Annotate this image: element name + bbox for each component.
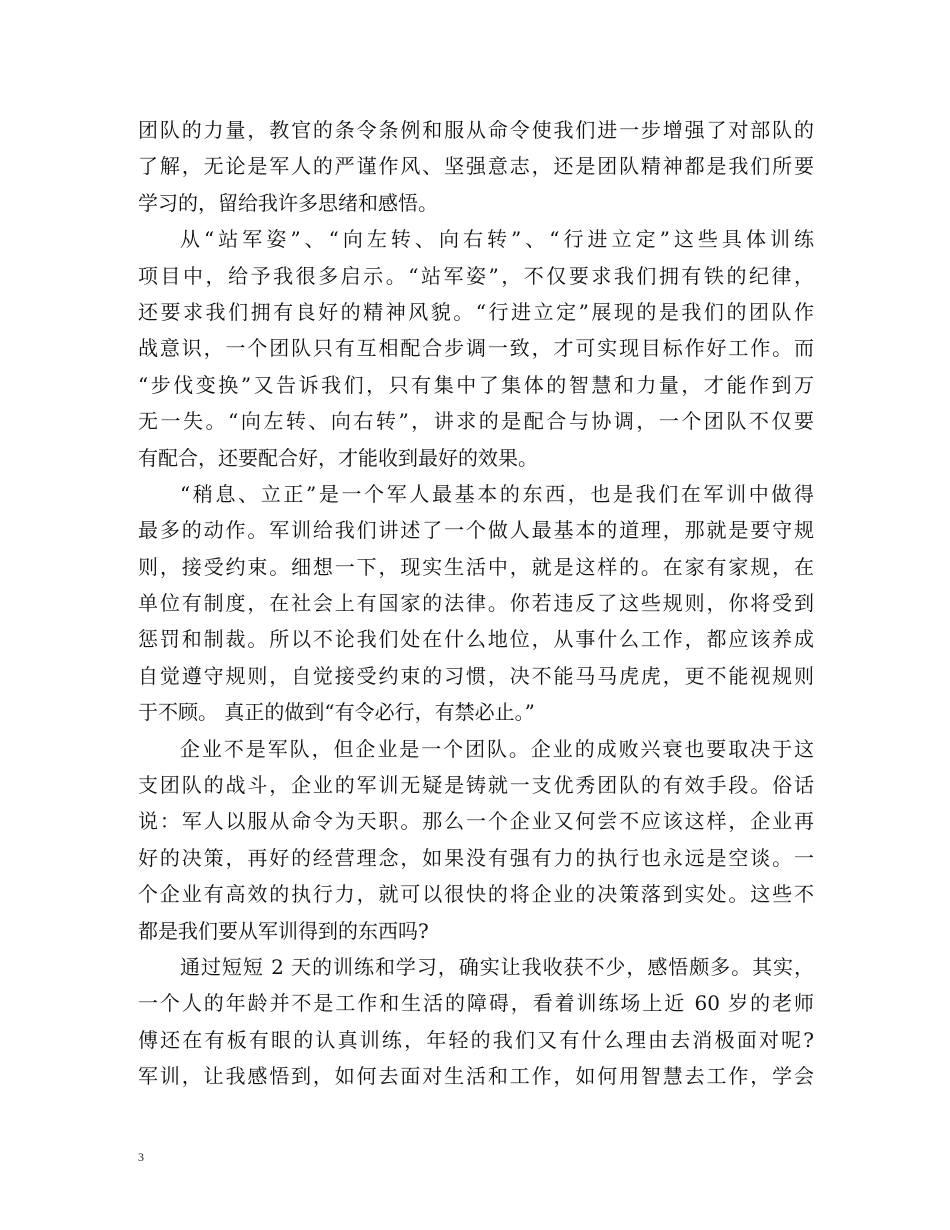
text-line: 军训，让我感悟到，如何去面对生活和工作，如何用智慧去工作，学会 xyxy=(138,1064,814,1089)
text-line: 项目中，给予我很多启示。“站军姿”，不仅要求我们拥有铁的纪律， xyxy=(138,263,814,288)
text-line: 最多的动作。军训给我们讲述了一个做人最基本的道理，那就是要守规 xyxy=(138,518,814,543)
text-line: “步伐变换”又告诉我们，只有集中了集体的智慧和力量，才能作到万 xyxy=(138,372,814,397)
text-line: 单位有制度，在社会上有国家的法律。你若违反了这些规则，你将受到 xyxy=(138,591,814,616)
text-line: 有配合，还要配合好，才能收到最好的效果。 xyxy=(138,445,538,470)
text-line: 从“站军姿”、“向左转、向右转”、“行进立定”这些具体训练 xyxy=(180,227,814,252)
text-line: 个企业有高效的执行力，就可以很快的将企业的决策落到实处。这些不 xyxy=(138,882,814,907)
text-line: 一个人的年龄并不是工作和生活的障碍，看着训练场上近 60 岁的老师 xyxy=(138,991,814,1016)
text-line: 都是我们要从军训得到的东西吗? xyxy=(138,918,429,943)
text-line: 战意识，一个团队只有互相配合步调一致，才可实现目标作好工作。而 xyxy=(138,336,814,361)
text-line: “稍息、立正”是一个军人最基本的东西，也是我们在军训中做得 xyxy=(180,481,814,506)
text-line: 则，接受约束。细想一下，现实生活中，就是这样的。在家有家规，在 xyxy=(138,554,814,579)
body-text xyxy=(138,112,814,1095)
text-line: 通过短短 2 天的训练和学习，确实让我收获不少，感悟颇多。其实， xyxy=(180,954,814,979)
text-line: 支团队的战斗，企业的军训无疑是铸就一支优秀团队的有效手段。俗话 xyxy=(138,773,814,798)
text-line: 无一失。“向左转、向右转”，讲求的是配合与协调，一个团队不仅要 xyxy=(138,409,814,434)
text-line: 惩罚和制裁。所以不论我们处在什么地位，从事什么工作，都应该养成 xyxy=(138,627,814,652)
text-line: 傅还在有板有眼的认真训练，年轻的我们又有什么理由去消极面对呢? xyxy=(138,1027,814,1052)
text-line: 自觉遵守规则，自觉接受约束的习惯，决不能马马虎虎，更不能视规则 xyxy=(138,663,814,688)
text-line: 学习的，留给我许多思绪和感悟。 xyxy=(138,190,438,215)
text-line: 说：军人以服从命令为天职。那么一个企业又何尝不应该这样，企业再 xyxy=(138,809,814,834)
text-line: 好的决策，再好的经营理念，如果没有强有力的执行也永远是空谈。一 xyxy=(138,845,814,870)
text-line: 了解，无论是军人的严谨作风、坚强意志，还是团队精神都是我们所要 xyxy=(138,154,814,179)
text-line: 企业不是军队，但企业是一个团队。企业的成败兴衰也要取决于这 xyxy=(180,736,814,761)
page-number: 3 xyxy=(138,1150,144,1164)
text-line: 还要求我们拥有良好的精神风貌。“行进立定”展现的是我们的团队作 xyxy=(138,299,814,324)
text-line: 团队的力量，教官的条令条例和服从命令使我们进一步增强了对部队的 xyxy=(138,118,814,142)
text-line: 于不顾。 真正的做到“有令必行，有禁必止。” xyxy=(138,700,535,725)
